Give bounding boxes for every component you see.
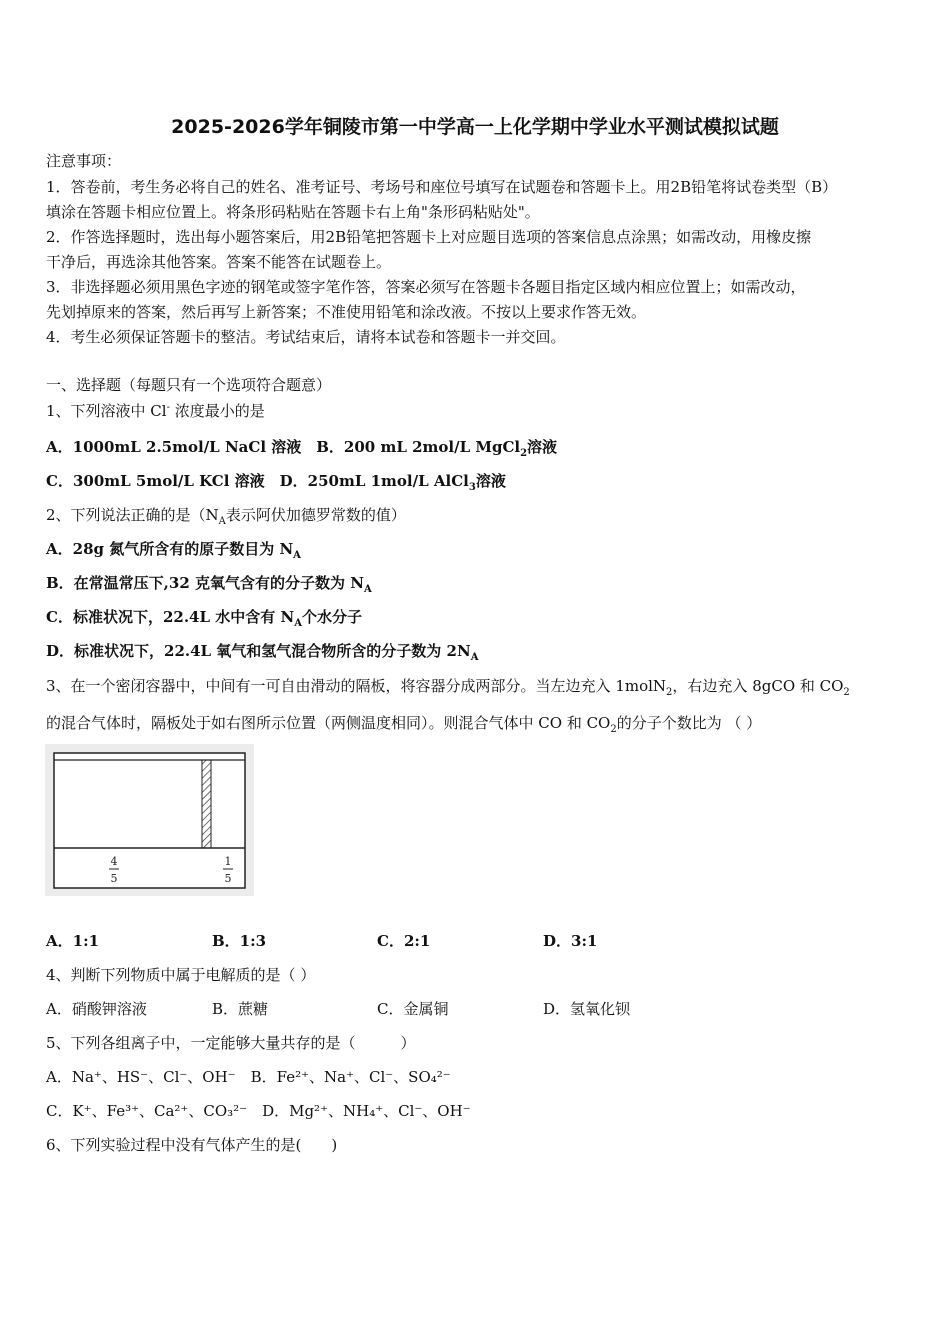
q1-stem: 1、下列溶液中 Cl- 浓度最小的是	[46, 402, 265, 420]
section-heading: 一、选择题（每题只有一个选项符合题意）	[46, 376, 332, 394]
notice-line-7: 4．考生必须保证答题卡的整洁。考试结束后，请将本试卷和答题卡一并交回。	[46, 328, 566, 346]
q4-option-a: A．硝酸钾溶液	[46, 1000, 147, 1018]
fig-left-numerator: 4	[110, 855, 118, 868]
q5-stem: 5、下列各组离子中，一定能够大量共存的是（ ）	[46, 1034, 416, 1052]
container-partition-figure	[45, 744, 254, 896]
notice-line-4: 干净后，再选涂其他答案。答案不能答在试题卷上。	[46, 253, 392, 271]
q6-stem: 6、下列实验过程中没有气体产生的是( )	[46, 1136, 338, 1154]
q3-option-d: D．3:1	[543, 932, 598, 950]
q3-stem-line-1: 3、在一个密闭容器中，中间有一可自由滑动的隔板，将容器分成两部分。当左边充入 1molN$_2$，右边充入 8gCO 和 $CO_2$	[46, 677, 850, 698]
fig-right-denominator: 5	[224, 872, 232, 885]
notice-line-1: 1．答卷前，考生务必将自己的姓名、准考证号、考场号和座位号填写在试题卷和答题卡上。用2B铅笔将试卷类型（B）	[46, 178, 838, 196]
q2-option-a: A．28g 氮气所含有的原子数目为 $N_A$	[46, 540, 301, 561]
q4-option-b: B．蔗糖	[212, 1000, 269, 1018]
q1-options-ab: A．1000mL 2.5mol/L NaCl 溶液 B．200 mL 2mol/L MgCl$_2$溶液	[46, 438, 558, 459]
notice-line-6: 先划掉原来的答案，然后再写上新答案；不准使用铅笔和涂改液。不按以上要求作答无效。	[46, 303, 647, 321]
q3-option-c: C．2:1	[377, 932, 431, 950]
q1-options-cd: C．300mL 5mol/L KCl 溶液 D．250mL 1mol/L AlCl$_3$溶液	[46, 472, 506, 493]
q2-option-b: B．在常温常压下,32 克氧气含有的分子数为 $N_A$	[46, 574, 372, 595]
q4-stem: 4、判断下列物质中属于电解质的是（ ）	[46, 966, 316, 984]
q4-option-c: C．金属铜	[377, 1000, 449, 1018]
q3-option-b: B．1:3	[212, 932, 267, 950]
fig-right-numerator: 1	[224, 855, 232, 868]
q5-options-ab: A．Na⁺、HS⁻、Cl⁻、OH⁻ B．Fe²⁺、Na⁺、Cl⁻、SO₄²⁻	[46, 1068, 451, 1086]
notice-line-2: 填涂在答题卡相应位置上。将条形码粘贴在答题卡右上角"条形码粘贴处"。	[46, 203, 540, 221]
notice-heading: 注意事项：	[46, 152, 122, 170]
notice-line-5: 3．非选择题必须用黑色字迹的钢笔或签字笔作答，答案必须写在答题卡各题目指定区域内相应位置上；如需改动，	[46, 278, 806, 296]
page-title: 2025-2026学年铜陵市第一中学高一上化学期中学业水平测试模拟试题	[171, 116, 779, 138]
q3-stem-line-2: 的混合气体时，隔板处于如右图所示位置（两侧温度相同）。则混合气体中 CO 和 $CO_2$的分子个数比为 （ ）	[46, 714, 762, 735]
q2-option-c: C．标准状况下，22.4L 水中含有 $N_A$个水分子	[46, 608, 362, 629]
fig-left-denominator: 5	[110, 872, 118, 885]
q5-options-cd: C．K⁺、Fe³⁺、Ca²⁺、CO₃²⁻ D．Mg²⁺、NH₄⁺、Cl⁻、OH⁻	[46, 1102, 471, 1120]
notice-line-3: 2．作答选择题时，选出每小题答案后，用2B铅笔把答题卡上对应题目选项的答案信息点涂黑；如需改动，用橡皮擦	[46, 228, 812, 246]
q2-option-d: D．标准状况下，22.4L 氧气和氢气混合物所含的分子数为 $2N_A$	[46, 642, 479, 663]
q2-stem: 2、下列说法正确的是（$N_A$表示阿伏加德罗常数的值）	[46, 506, 406, 527]
q3-option-a: A．1:1	[46, 932, 100, 950]
q4-option-d: D．氢氧化钡	[543, 1000, 631, 1018]
